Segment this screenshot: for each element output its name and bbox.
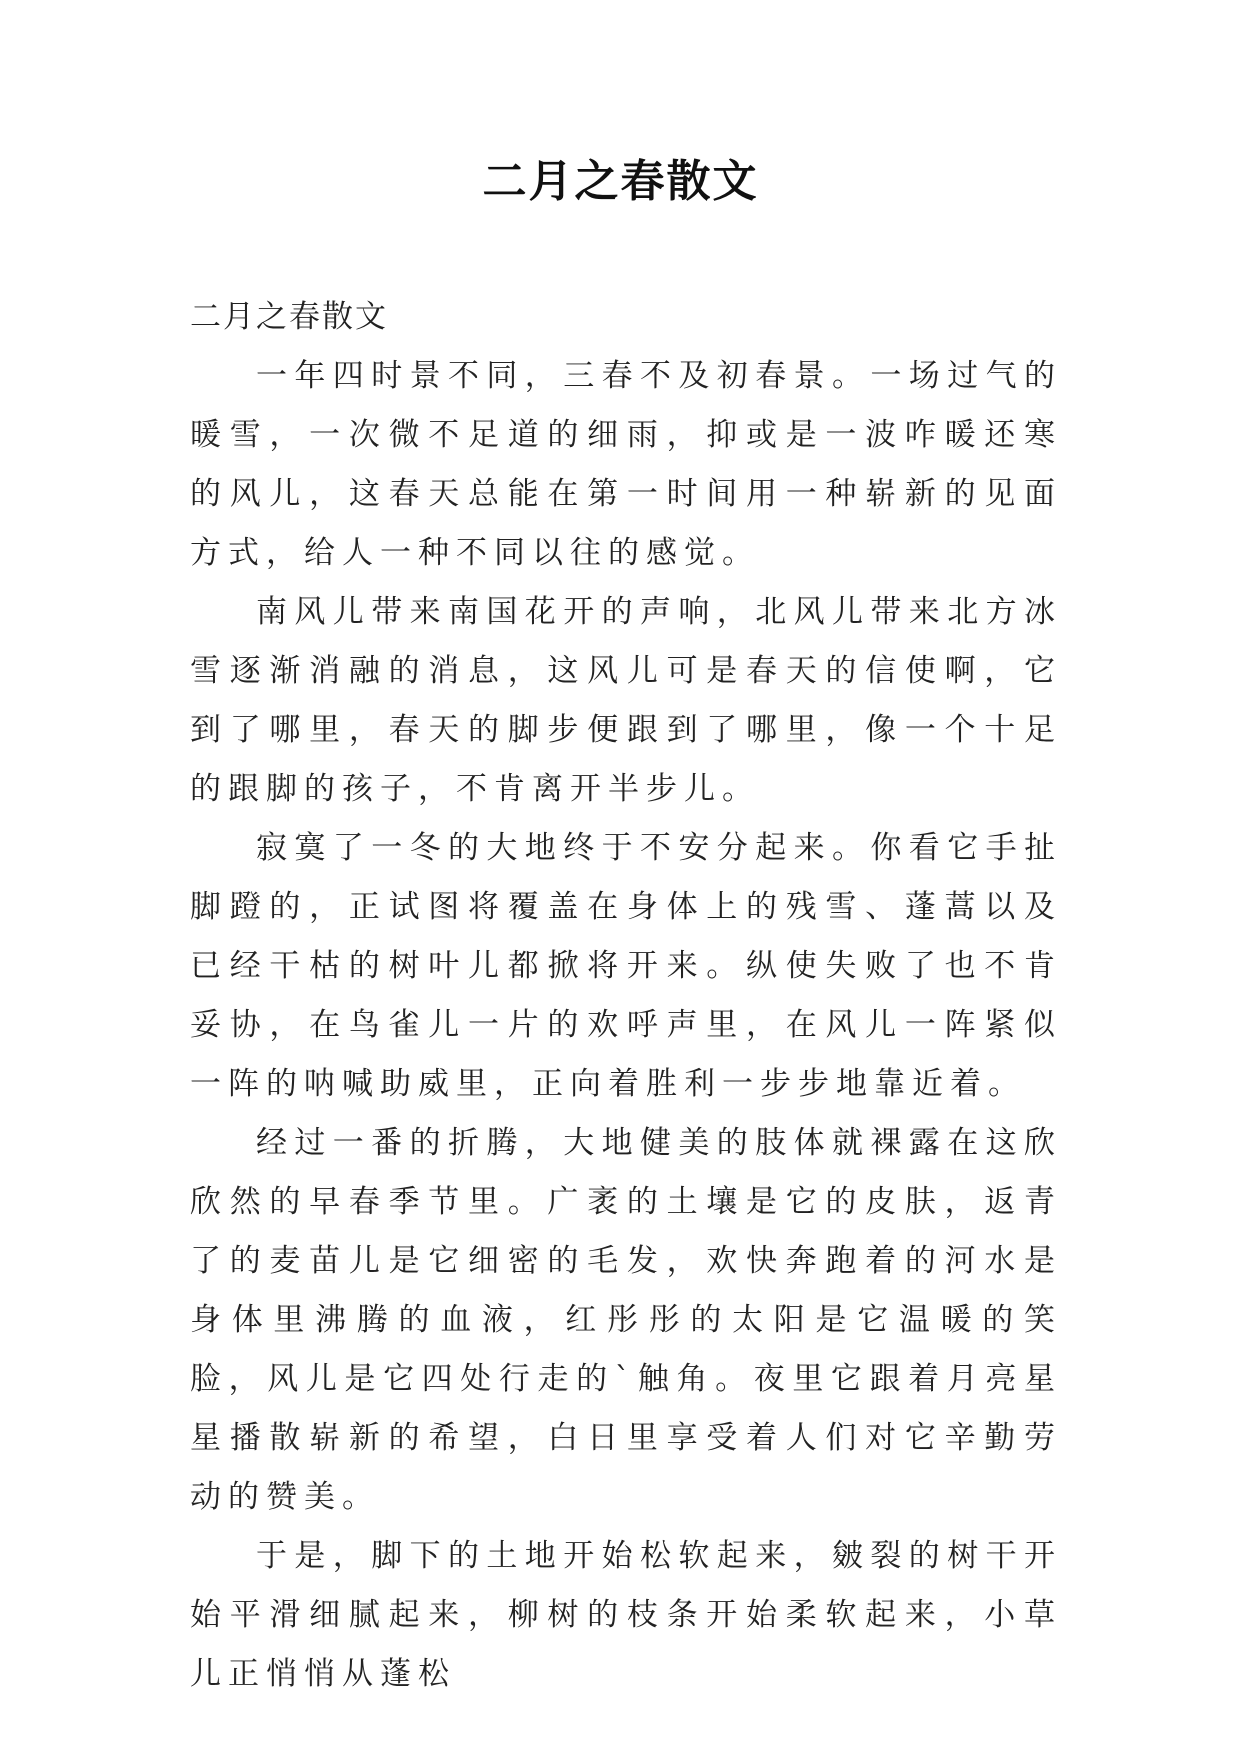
document-title: 二月之春散文 [482,156,759,207]
paragraph: 寂寞了一冬的大地终于不安分起来。你看它手扯脚蹬的，正试图将覆盖在身体上的残雪、蓬蒿以及已经干枯的树叶儿都掀将开来。纵使失败了也不肯妥协，在鸟雀儿一片的欢呼声里，在风儿一阵紧似一阵的呐喊助威里，正向着胜利一步步地靠近着。 [190,830,1062,1102]
paragraph: 经过一番的折腾，大地健美的肢体就裸露在这欣欣然的早春季节里。广袤的土壤是它的皮肤，返青了的麦苗儿是它细密的毛发，欢快奔跑着的河水是身体里沸腾的血液，红彤彤的太阳是它温暖的笑脸，风儿是它四处行走的`触角。夜里它跟着月亮星星播散崭新的希望，白日里享受着人们对它辛勤劳动的赞美。 [190,1125,1062,1515]
paragraph: 南风儿带来南国花开的声响，北风儿带来北方冰雪逐渐消融的消息，这风儿可是春天的信使啊，它到了哪里，春天的脚步便跟到了哪里，像一个十足的跟脚的孩子，不肯离开半步儿。 [190,594,1062,807]
paragraph: 于是，脚下的土地开始松软起来，皴裂的树干开始平滑细腻起来，柳树的枝条开始柔软起来，小草儿正悄悄从蓬松 [190,1538,1062,1692]
paragraph: 一年四时景不同，三春不及初春景。一场过气的暖雪，一次微不足道的细雨，抑或是一波咋暖还寒的风儿，这春天总能在第一时间用一种崭新的见面方式，给人一种不同以往的感觉。 [190,358,1062,571]
document-body [190,288,1062,1704]
document-subtitle: 二月之春散文 [190,299,388,335]
